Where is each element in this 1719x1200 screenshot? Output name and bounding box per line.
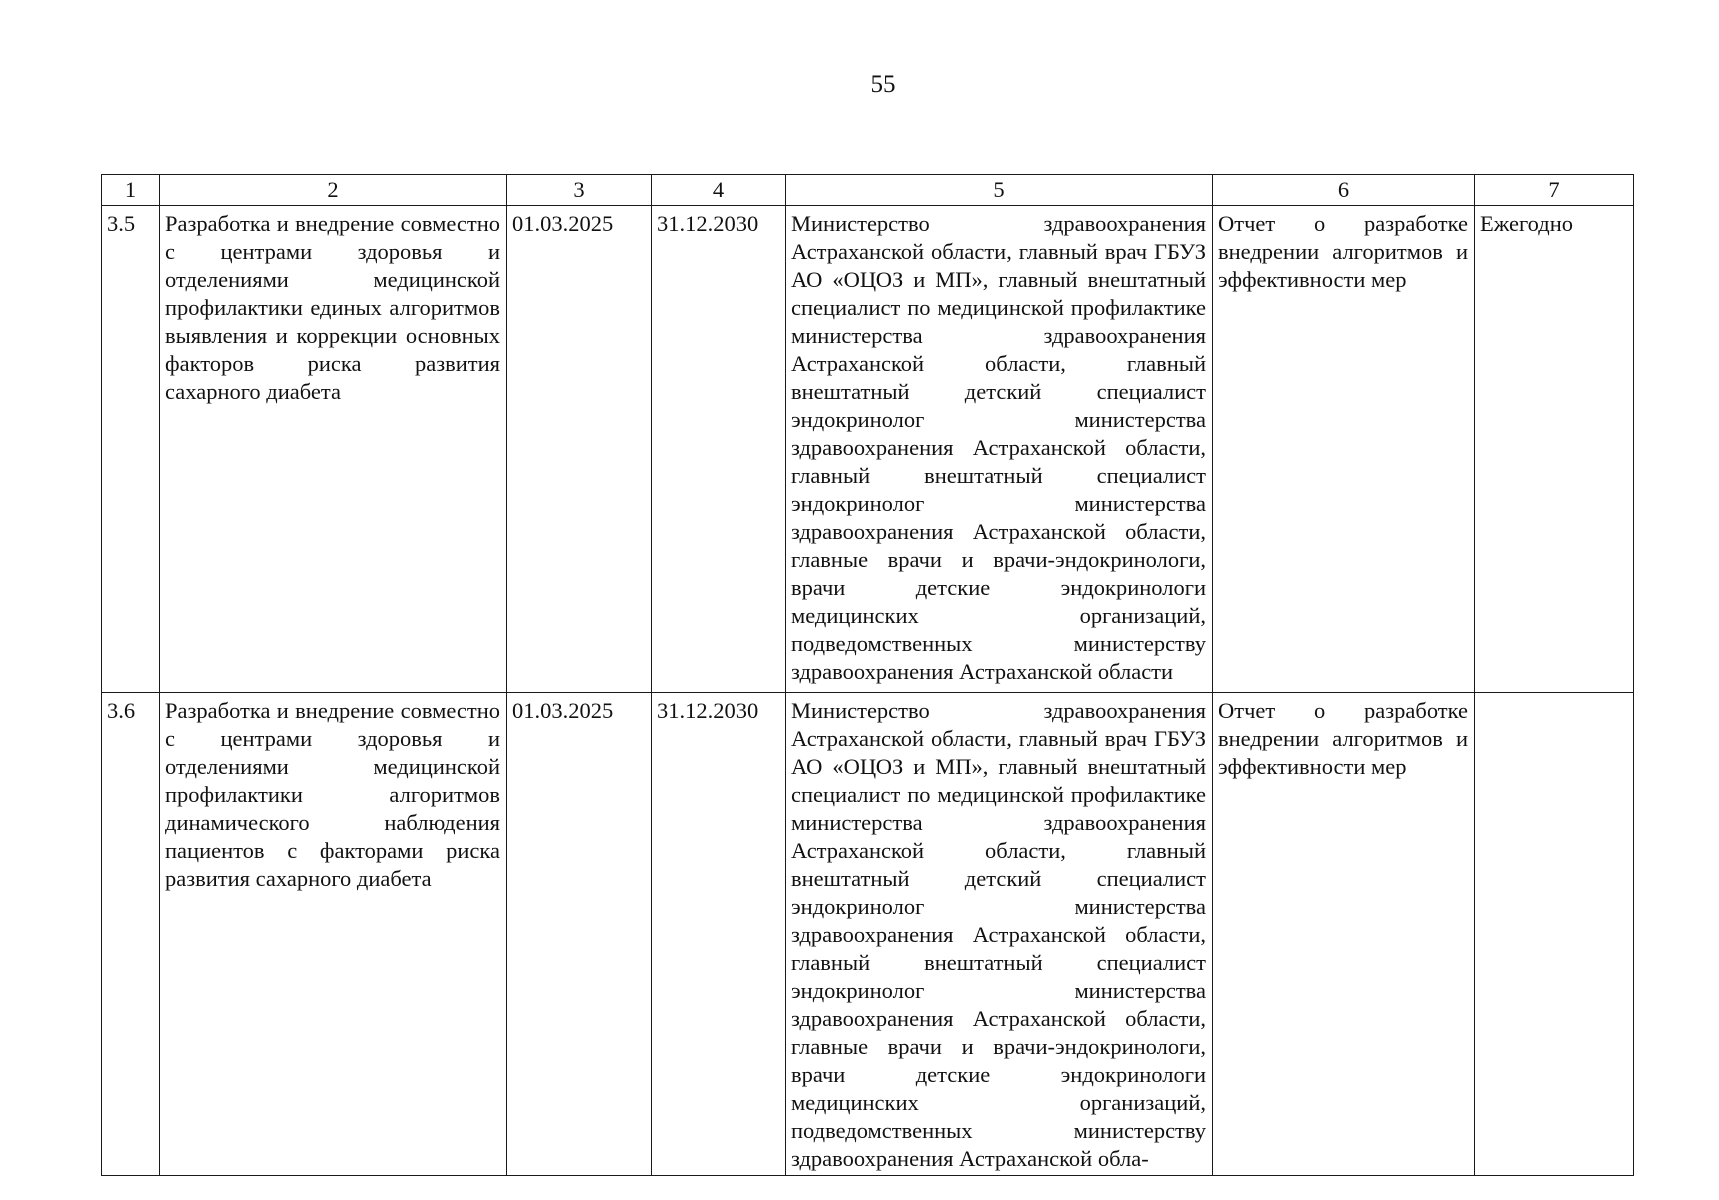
column-header: 1 (102, 175, 160, 206)
column-header: 5 (786, 175, 1213, 206)
frequency-cell (1475, 693, 1634, 1176)
table-row (102, 693, 1634, 1176)
column-header: 4 (652, 175, 786, 206)
column-header: 7 (1475, 175, 1634, 206)
end-date-cell: 31.12.2030 (652, 693, 786, 1176)
column-header: 6 (1213, 175, 1475, 206)
page-number: 55 (870, 71, 896, 98)
column-header: 2 (160, 175, 507, 206)
column-header: 3 (507, 175, 652, 206)
start-date-cell: 01.03.2025 (507, 693, 652, 1176)
activity-cell: Разработка и внедрение совместно с центрами здоровья и отделениями медицинской профилактики единых алгоритмов выявления и коррекции основных факторов риска развития сахарного диабета (160, 206, 507, 693)
responsible-cell: Министерство здравоохранения Астраханской области, главный врач ГБУЗ АО «ОЦОЗ и МП», главный внештатный специалист по медицинской профилактике министерства здравоохранения Астраханской области, главный внештатный детский специалист эндокринолог министерства здравоохранения Астраханской области, главный внештатный специалист эндокринолог министерства здравоохранения Астраханской области, главные врачи и врачи-эндокринологи, врачи детские эндокринологи медицинских организаций, подведомственных министерству здравоохранения Астраханской области (786, 206, 1213, 693)
end-date-cell: 31.12.2030 (652, 206, 786, 693)
table-row (102, 206, 1634, 693)
row-number: 3.5 (102, 206, 160, 693)
result-cell: Отчет о разработке внедрении алгоритмов и эффективности мер (1213, 693, 1475, 1176)
responsible-cell: Министерство здравоохранения Астраханской области, главный врач ГБУЗ АО «ОЦОЗ и МП», главный внештатный специалист по медицинской профилактике министерства здравоохранения Астраханской области, главный внештатный детский специалист эндокринолог министерства здравоохранения Астраханской области, главный внештатный специалист эндокринолог министерства здравоохранения Астраханской области, главные врачи и врачи-эндокринологи, врачи детские эндокринологи медицинских организаций, подведомственных министерству здравоохранения Астраханской обла- (786, 693, 1213, 1176)
row-number: 3.6 (102, 693, 160, 1176)
plan-table (101, 174, 1634, 1176)
activity-cell: Разработка и внедрение совместно с центрами здоровья и отделениями медицинской профилактики алгоритмов динамического наблюдения пациентов с факторами риска развития сахарного диабета (160, 693, 507, 1176)
start-date-cell: 01.03.2025 (507, 206, 652, 693)
frequency-cell: Ежегодно (1475, 206, 1634, 693)
result-cell: Отчет о разработке внедрении алгоритмов и эффективности мер (1213, 206, 1475, 693)
table-header-row (102, 175, 1634, 206)
